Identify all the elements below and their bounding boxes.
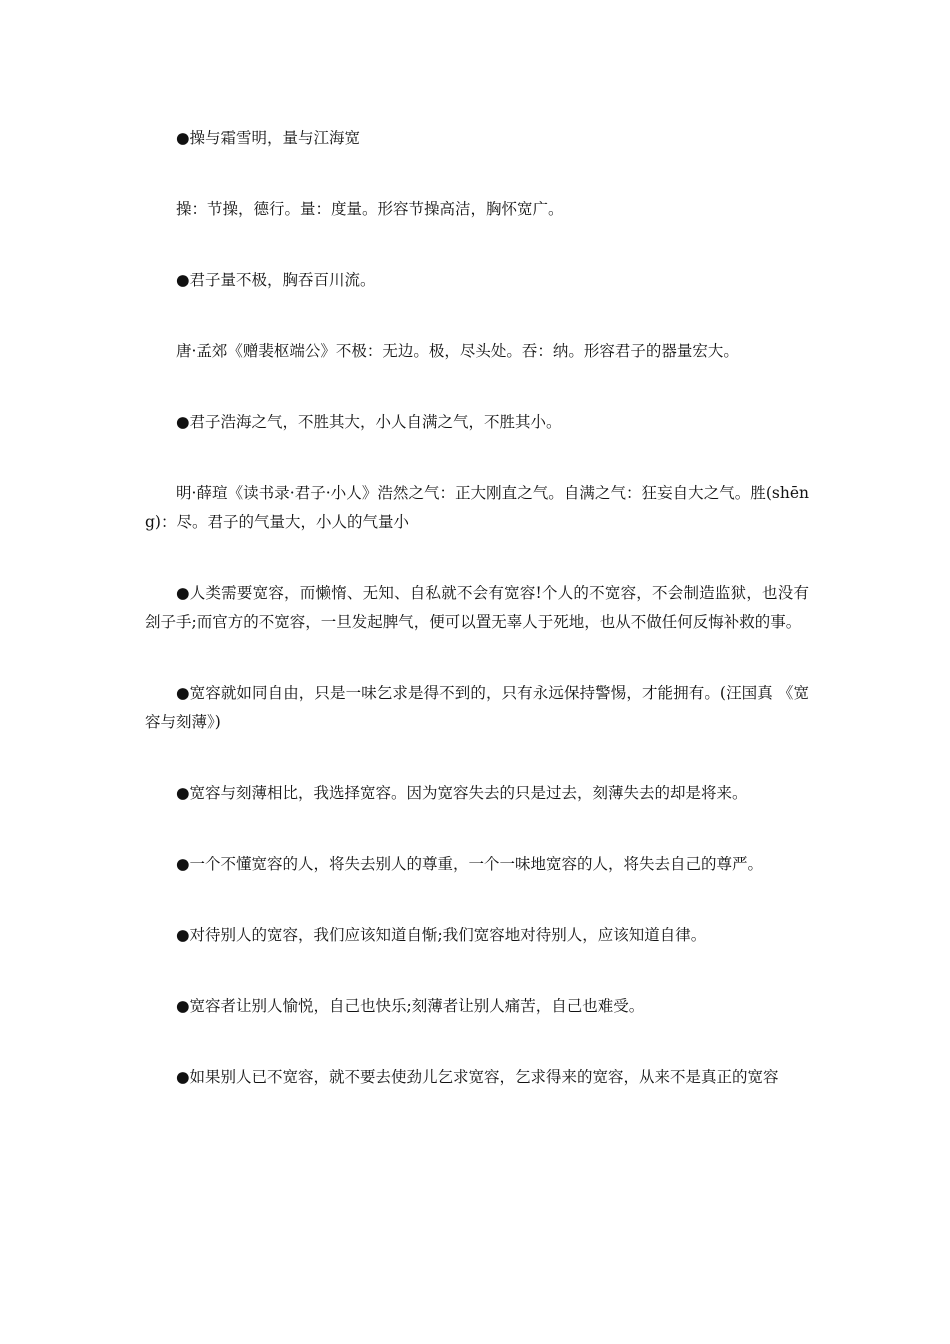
paragraph-8: ●宽容就如同自由，只是一味乞求是得不到的，只有永远保持警惕，才能拥有。(汪国真 《宽容与刻薄》): [145, 684, 809, 731]
paragraph-9: ●宽容与刻薄相比，我选择宽容。因为宽容失去的只是过去，刻薄失去的却是将来。: [176, 784, 748, 802]
document-body: [145, 124, 809, 1092]
paragraph-12: ●宽容者让别人愉悦，自己也快乐;刻薄者让别人痛苦，自己也难受。: [176, 997, 645, 1015]
paragraph-4: 唐·孟郊《赠裴枢端公》不极：无边。极，尽头处。吞：纳。形容君子的器量宏大。: [176, 342, 739, 360]
paragraph-3: ●君子量不极，胸吞百川流。: [176, 271, 376, 289]
paragraph-6: 明·薛瑄《读书录·君子·小人》浩然之气：正大刚直之气。自满之气：狂妄自大之气。胜(shēng)：尽。君子的气量大，小人的气量小: [145, 484, 809, 531]
paragraph-7: ●人类需要宽容，而懒惰、无知、自私就不会有宽容!个人的不宽容，不会制造监狱，也没有刽子手;而官方的不宽容，一旦发起脾气，便可以置无辜人于死地，也从不做任何反悔补救的事。: [145, 584, 809, 631]
paragraph-10: ●一个不懂宽容的人，将失去别人的尊重，一个一味地宽容的人，将失去自己的尊严。: [176, 855, 764, 873]
paragraph-2: 操：节操，德行。量：度量。形容节操高洁，胸怀宽广。: [176, 200, 564, 218]
paragraph-11: ●对待别人的宽容，我们应该知道自惭;我们宽容地对待别人，应该知道自律。: [176, 926, 707, 944]
paragraph-5: ●君子浩海之气，不胜其大，小人自满之气，不胜其小。: [176, 413, 562, 431]
paragraph-13: ●如果别人已不宽容，就不要去使劲儿乞求宽容，乞求得来的宽容，从来不是真正的宽容: [176, 1068, 779, 1086]
paragraph-1: ●操与霜雪明，量与江海宽: [176, 129, 361, 147]
